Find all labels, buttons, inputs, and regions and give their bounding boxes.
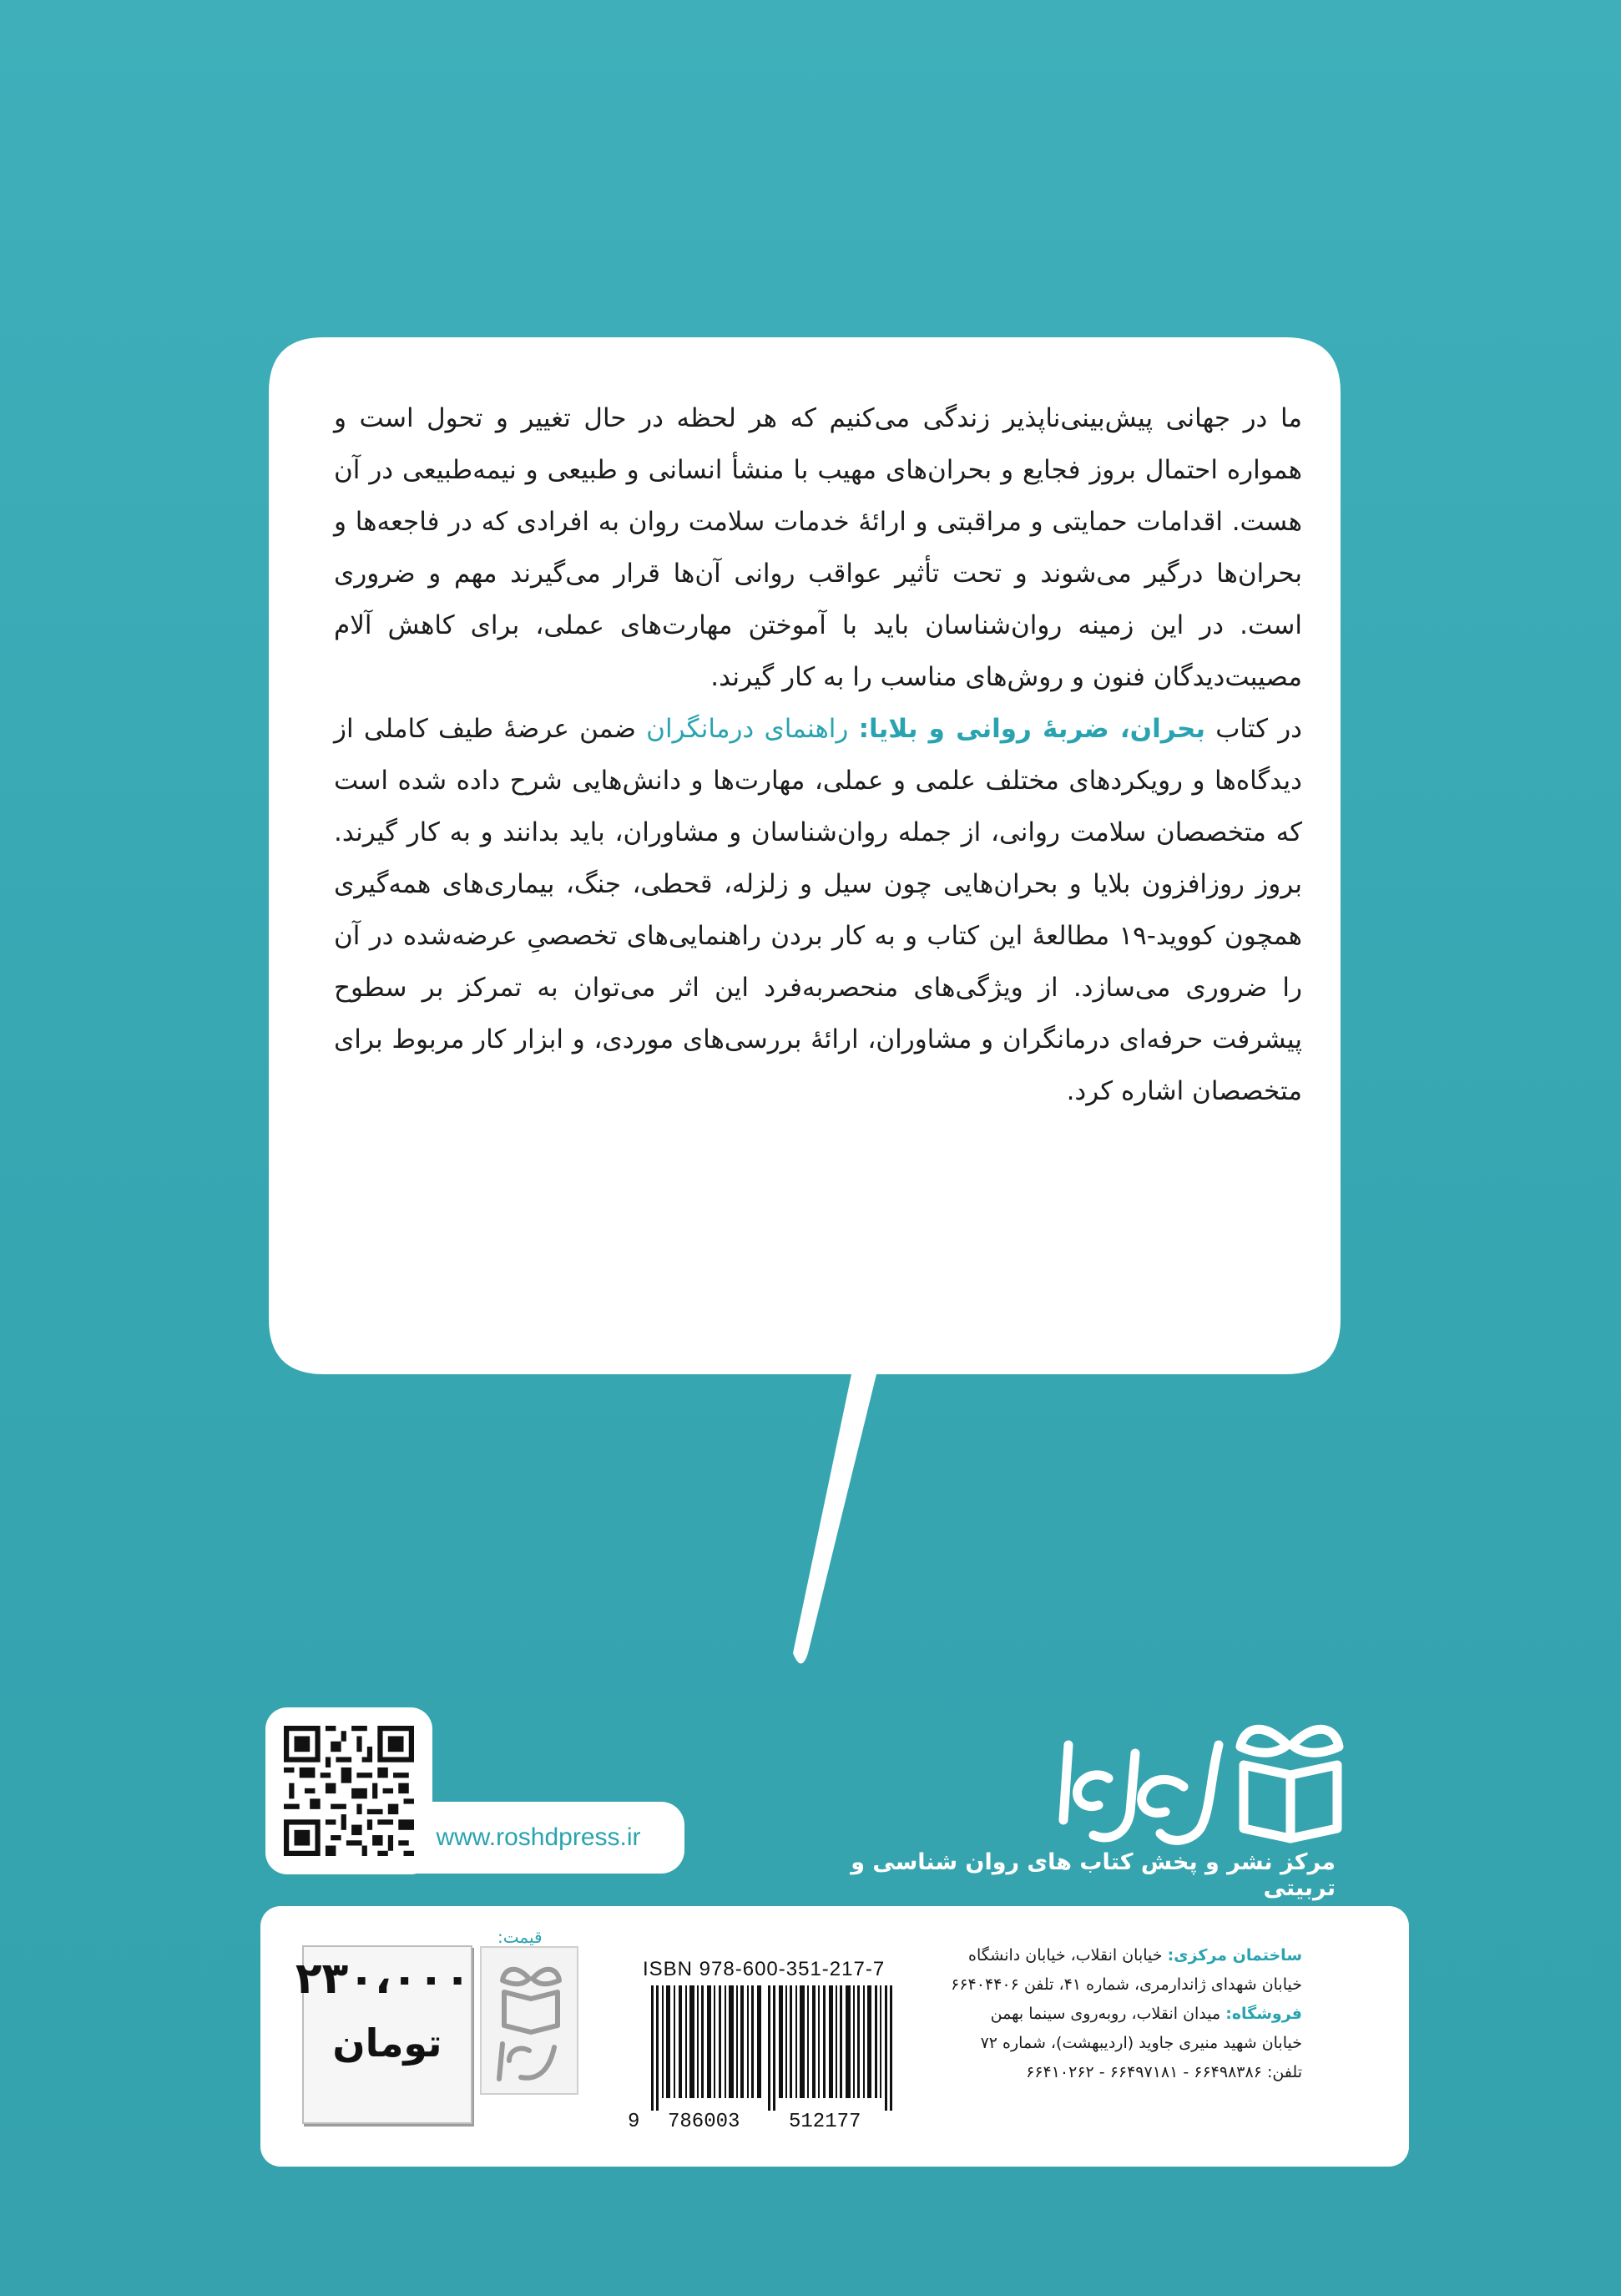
publisher-tagline: مرکز نشر و پخش کتاب های روان شناسی و تربیتی: [851, 1849, 1336, 1901]
publisher-logo-icon: [1043, 1695, 1344, 1853]
mini-logo-icon: [479, 1945, 579, 2096]
store-line-2: خیابان شهید منیری جاوید (اردیبهشت)، شماره ۷۲: [980, 2034, 1302, 2052]
store-label: فروشگاه:: [1225, 2005, 1302, 2023]
phone-numbers: تلفن: ۶۶۴۹۸۳۸۶ - ۶۶۴۹۷۱۸۱ - ۶۶۴۱۰۲۶۲: [1026, 2063, 1302, 2081]
hq-line-2: خیابان شهدای ژاندارمری، شماره ۴۱، تلفن ۶۶۴۰۴۴۰۶: [951, 1975, 1302, 1994]
price-value: ۲۳۰،۰۰۰: [295, 1954, 471, 2004]
isbn-text: ISBN 978-600-351-217-7: [643, 1958, 886, 1980]
barcode-digits-left: 786003: [668, 2111, 740, 2133]
barcode-digit-first: 9: [628, 2111, 640, 2133]
hq-label: ساختمان مرکزی:: [1167, 1946, 1302, 1965]
qr-code-icon[interactable]: [284, 1726, 414, 1856]
hq-line-1: ساختمان مرکزی: خیابان انقلاب، خیابان دانشگاه: [968, 1946, 1302, 1965]
blurb-paragraph-1: ما در جهانی پیش‌بینی‌ناپذیر زندگی می‌کنیم که هر لحظه در حال تغییر و تحول است و همواره احتمال بروز فجایع و بحران‌های مهیب با منشأ انسانی و طبیعی و نیمه‌طبیعی در آن هست. اقدامات حمایتی و مراقبتی و ارائهٔ خدمات سلامت روان به افرادی که در فاجعه‌ها و بحران‌ها درگیر می‌شوند و تحت تأثیر عواقب روانی آن‌ها قرار می‌گیرند مهم و ضروری است. در این زمینه روان‌شناسان باید با آموختن مهارت‌های عملی، برای کاهش آلام مصیبت‌دیدگان فنون و روش‌های مناسب را به کار گیرند.: [334, 403, 1302, 692]
website-url: www.roshdpress.ir: [436, 1823, 641, 1851]
blurb-prefix: در کتاب: [1205, 714, 1302, 744]
publisher-address: [927, 1941, 1302, 2087]
barcode-digits-right: 512177: [789, 2111, 861, 2133]
price-label: قیمت:: [497, 1927, 543, 1947]
blurb-text: [334, 392, 1302, 1117]
blurb-rest: ضمن عرضهٔ طیف کاملی از دیدگاه‌ها و رویکردهای مختلف علمی و عملی، مهارت‌ها و دانش‌هایی شرح داده شده است که متخصصان سلامت روانی، از جمله روان‌شناسان و مشاوران، باید بدانند و به کار گیرند. بروز روزافزون بلایا و بحران‌هایی چون سیل و زلزله، قحطی، جنگ، بیماری‌های همه‌گیری همچون کووید-۱۹ مطالعهٔ این کتاب و به کار بردن راهنمایی‌های تخصصیِ عرضه‌شده در آن را ضروری می‌سازد. از ویژگی‌های منحصربه‌فرد این اثر می‌توان به تمرکز بر سطوح پیشرفت حرفه‌ای درمانگران و مشاوران، ارائهٔ بررسی‌های موردی، و ابزار کار مربوط برای متخصصان اشاره کرد.: [334, 714, 1302, 1106]
book-subtitle: راهنمای درمانگران: [646, 714, 859, 744]
store-line-1: فروشگاه: میدان انقلاب، روبه‌روی سینما بهمن: [990, 2005, 1302, 2023]
barcode-icon: [651, 1985, 901, 2111]
website-link[interactable]: [392, 1802, 684, 1874]
book-title: بحران، ضربهٔ روانی و بلایا:: [858, 714, 1205, 744]
blurb-paragraph-2: [334, 703, 1302, 1117]
price-unit: تومان: [332, 2020, 442, 2066]
